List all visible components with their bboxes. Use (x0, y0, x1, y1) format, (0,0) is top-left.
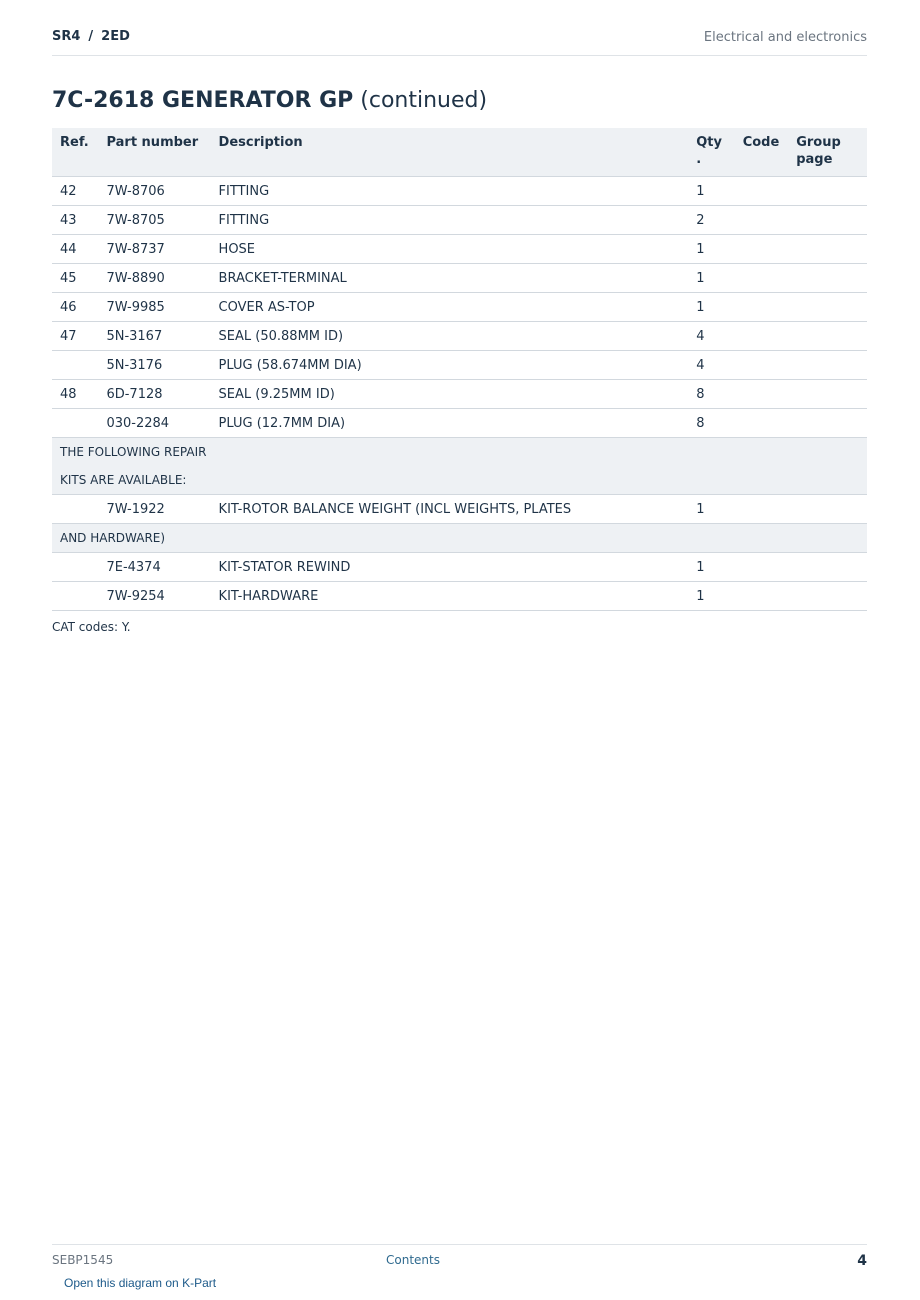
cell-ref: 44 (52, 235, 98, 264)
section-title: Electrical and electronics (703, 30, 867, 45)
table-header-row (52, 128, 867, 177)
table-row (52, 409, 867, 438)
cell-ref: 43 (52, 206, 98, 235)
table-row (52, 380, 867, 409)
cell-ref: 47 (52, 322, 98, 351)
cell-qty: 1 (688, 177, 734, 206)
cell-group-page (788, 235, 867, 264)
cell-description: HOSE (211, 235, 689, 264)
header-code: Code (735, 128, 789, 177)
header-ref: Ref. (52, 128, 98, 177)
breadcrumb-model: SR4 (52, 29, 81, 44)
cell-qty: 1 (688, 495, 734, 524)
kpart-link[interactable]: Open this diagram on K-Part (64, 1276, 217, 1290)
cell-group-page (788, 322, 867, 351)
cell-code (735, 322, 789, 351)
cell-description: COVER AS-TOP (211, 293, 689, 322)
table-row (52, 582, 867, 611)
table-row (52, 264, 867, 293)
page-title (52, 88, 487, 113)
cell-group-page (788, 177, 867, 206)
breadcrumb-prefix: 2ED (101, 29, 130, 44)
page-title-main: 7C-2618 GENERATOR GP (52, 88, 354, 113)
cell-description: PLUG (12.7MM DIA) (211, 409, 689, 438)
cell-description: SEAL (50.88MM ID) (211, 322, 689, 351)
cell-part-number: 7W-8705 (98, 206, 210, 235)
cell-ref (52, 582, 98, 611)
cat-codes: CAT codes: Y. (52, 620, 131, 634)
cell-code (735, 495, 789, 524)
cell-ref: 45 (52, 264, 98, 293)
cell-part-number: 030-2284 (98, 409, 210, 438)
cell-part-number: 5N-3167 (98, 322, 210, 351)
cell-description: KIT-STATOR REWIND (211, 553, 689, 582)
contents-link[interactable]: Contents (386, 1253, 440, 1267)
table-row (52, 553, 867, 582)
cell-description: SEAL (9.25MM ID) (211, 380, 689, 409)
cell-part-number: 7W-8737 (98, 235, 210, 264)
cell-qty: 1 (688, 553, 734, 582)
cell-description: BRACKET-TERMINAL (211, 264, 689, 293)
cell-code (735, 293, 789, 322)
cell-part-number: 5N-3176 (98, 351, 210, 380)
cell-description: KIT-HARDWARE (211, 582, 689, 611)
breadcrumb-separator: / (88, 29, 94, 44)
note-cell (52, 438, 867, 495)
cell-description: PLUG (58.674MM DIA) (211, 351, 689, 380)
cell-part-number: 7W-8706 (98, 177, 210, 206)
page-header (52, 28, 867, 56)
cell-description: FITTING (211, 206, 689, 235)
note-line: KITS ARE AVAILABLE: (60, 473, 187, 487)
cell-qty: 1 (688, 293, 734, 322)
page-number: 4 (857, 1253, 867, 1269)
cell-group-page (788, 206, 867, 235)
cell-ref (52, 351, 98, 380)
cell-code (735, 553, 789, 582)
cell-qty: 1 (688, 235, 734, 264)
cell-group-page (788, 264, 867, 293)
cell-group-page (788, 582, 867, 611)
cell-part-number: 6D-7128 (98, 380, 210, 409)
cell-ref: 46 (52, 293, 98, 322)
cell-group-page (788, 351, 867, 380)
cell-code (735, 351, 789, 380)
table-row (52, 293, 867, 322)
cell-ref (52, 409, 98, 438)
header-group-page: Group page (788, 128, 867, 177)
parts-table (52, 128, 867, 611)
cell-code (735, 409, 789, 438)
cell-group-page (788, 495, 867, 524)
note-line: AND HARDWARE) (60, 531, 166, 545)
cell-code (735, 264, 789, 293)
cell-description: FITTING (211, 177, 689, 206)
page-footer (52, 1244, 867, 1275)
table-row (52, 495, 867, 524)
header-part-number: Part number (98, 128, 210, 177)
cell-description: KIT-ROTOR BALANCE WEIGHT (INCL WEIGHTS, PLATES (211, 495, 689, 524)
cell-part-number: 7W-9254 (98, 582, 210, 611)
cell-code (735, 582, 789, 611)
table-row (52, 177, 867, 206)
breadcrumb (52, 29, 130, 44)
cell-qty: 4 (688, 351, 734, 380)
cell-ref: 42 (52, 177, 98, 206)
cell-ref: 48 (52, 380, 98, 409)
header-description: Description (211, 128, 689, 177)
cell-code (735, 380, 789, 409)
table-row (52, 235, 867, 264)
cell-group-page (788, 380, 867, 409)
table-row (52, 351, 867, 380)
cell-group-page (788, 293, 867, 322)
cell-code (735, 206, 789, 235)
cell-group-page (788, 409, 867, 438)
page-title-suffix: (continued) (360, 88, 488, 113)
note-line: THE FOLLOWING REPAIR (60, 445, 207, 459)
cell-qty: 1 (688, 264, 734, 293)
cell-qty: 8 (688, 380, 734, 409)
note-row (52, 438, 867, 495)
cell-ref (52, 495, 98, 524)
cell-qty: 1 (688, 582, 734, 611)
cell-qty: 2 (688, 206, 734, 235)
cell-code (735, 235, 789, 264)
table-row (52, 206, 867, 235)
table-row (52, 322, 867, 351)
cell-part-number: 7W-9985 (98, 293, 210, 322)
cell-code (735, 177, 789, 206)
cell-qty: 4 (688, 322, 734, 351)
note-cell (52, 524, 867, 553)
cell-part-number: 7E-4374 (98, 553, 210, 582)
document-code: SEBP1545 (52, 1253, 114, 1267)
header-qty: Qty . (688, 128, 734, 177)
cell-part-number: 7W-1922 (98, 495, 210, 524)
cell-part-number: 7W-8890 (98, 264, 210, 293)
cell-group-page (788, 553, 867, 582)
cell-qty: 8 (688, 409, 734, 438)
cell-ref (52, 553, 98, 582)
note-row (52, 524, 867, 553)
